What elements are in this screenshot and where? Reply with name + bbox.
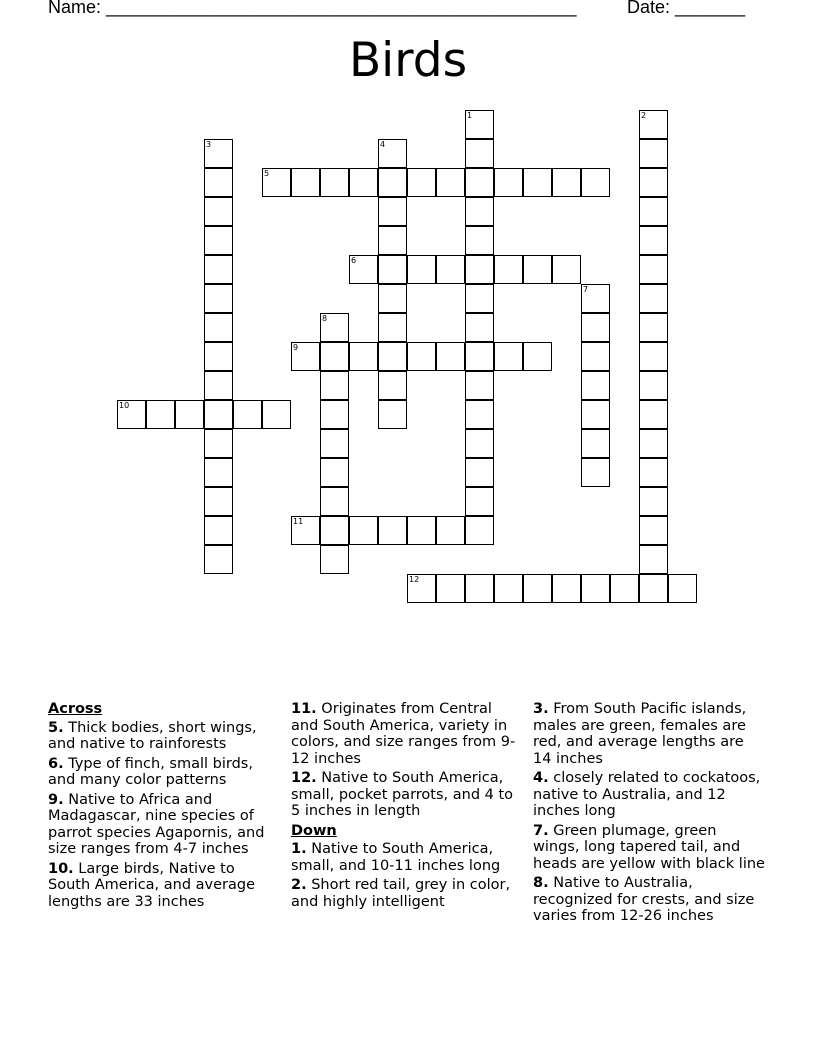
grid-cell[interactable]	[204, 313, 233, 342]
grid-cell[interactable]	[639, 255, 668, 284]
clue-number-label: 6	[351, 256, 357, 265]
clue-text: Originates from Central and South America, variety in colors, and size ranges from 9-12 inches	[291, 701, 516, 767]
clue-number: 8.	[533, 875, 549, 891]
grid-cell[interactable]	[639, 284, 668, 313]
grid-cell[interactable]	[639, 574, 668, 603]
grid-cell[interactable]	[465, 574, 494, 603]
grid-cell[interactable]	[639, 226, 668, 255]
grid-cell[interactable]	[204, 226, 233, 255]
grid-cell[interactable]	[465, 313, 494, 342]
grid-cell[interactable]	[465, 110, 494, 139]
grid-cell[interactable]	[436, 168, 465, 197]
grid-cell[interactable]	[349, 342, 378, 371]
clues-column-1	[48, 701, 280, 913]
clue-number-label: 3	[206, 140, 212, 149]
clue-number: 11.	[291, 701, 317, 717]
grid-cell[interactable]	[204, 197, 233, 226]
grid-cell[interactable]	[204, 371, 233, 400]
clue-number-label: 8	[322, 314, 328, 323]
grid-cell[interactable]	[436, 342, 465, 371]
clue-down-4	[533, 770, 765, 820]
grid-cell[interactable]	[320, 168, 349, 197]
grid-cell[interactable]	[349, 168, 378, 197]
grid-cell[interactable]	[523, 168, 552, 197]
grid-cell[interactable]	[378, 284, 407, 313]
grid-cell[interactable]	[175, 400, 204, 429]
clue-across-5	[48, 720, 280, 753]
grid-cell[interactable]	[465, 139, 494, 168]
clue-down-7	[533, 823, 765, 873]
grid-cell[interactable]	[407, 255, 436, 284]
grid-cell[interactable]	[262, 168, 291, 197]
grid-cell[interactable]	[407, 516, 436, 545]
grid-cell[interactable]	[378, 342, 407, 371]
grid-cell[interactable]	[378, 226, 407, 255]
grid-cell[interactable]	[465, 487, 494, 516]
grid-cell[interactable]	[233, 400, 262, 429]
grid-cell[interactable]	[639, 487, 668, 516]
grid-cell[interactable]	[291, 516, 320, 545]
grid-cell[interactable]	[581, 400, 610, 429]
clue-number: 4.	[533, 770, 549, 786]
date-field[interactable]: Date: _______	[627, 0, 746, 17]
page-title: Birds	[348, 33, 468, 88]
grid-cell[interactable]	[349, 255, 378, 284]
grid-cell[interactable]	[378, 371, 407, 400]
grid-cell[interactable]	[291, 168, 320, 197]
clue-number: 9.	[48, 791, 64, 808]
grid-cell[interactable]	[639, 313, 668, 342]
grid-cell[interactable]	[204, 545, 233, 574]
grid-cell[interactable]	[378, 168, 407, 197]
grid-cell[interactable]	[204, 429, 233, 458]
grid-cell[interactable]	[639, 458, 668, 487]
grid-cell[interactable]	[436, 516, 465, 545]
grid-cell[interactable]	[465, 429, 494, 458]
clue-across-11	[291, 701, 523, 767]
clue-number-label: 12	[409, 575, 420, 584]
clue-text: closely related to cockatoos, native to Australia, and 12 inches long	[533, 770, 761, 819]
grid-cell[interactable]	[117, 400, 146, 429]
grid-cell[interactable]	[407, 342, 436, 371]
name-field[interactable]: Name: _______________________________________________	[48, 0, 577, 17]
grid-cell[interactable]	[581, 429, 610, 458]
grid-cell[interactable]	[581, 371, 610, 400]
grid-cell[interactable]	[494, 168, 523, 197]
grid-cell[interactable]	[639, 545, 668, 574]
clue-across-9	[48, 792, 280, 858]
grid-cell[interactable]	[204, 168, 233, 197]
clue-number: 6.	[48, 755, 64, 772]
grid-cell[interactable]	[465, 458, 494, 487]
grid-cell[interactable]	[407, 574, 436, 603]
grid-cell[interactable]	[581, 458, 610, 487]
clue-text: Thick bodies, short wings, and native to rainforests	[48, 719, 257, 752]
grid-cell[interactable]	[407, 168, 436, 197]
grid-cell[interactable]	[639, 429, 668, 458]
grid-cell[interactable]	[465, 342, 494, 371]
clue-across-10	[48, 861, 280, 911]
grid-cell[interactable]	[639, 516, 668, 545]
grid-cell[interactable]	[204, 139, 233, 168]
grid-cell[interactable]	[581, 574, 610, 603]
grid-cell[interactable]	[204, 255, 233, 284]
clue-number: 12.	[291, 770, 317, 786]
grid-cell[interactable]	[494, 255, 523, 284]
clue-number: 5.	[48, 719, 64, 736]
grid-cell[interactable]	[320, 545, 349, 574]
clue-number-label: 4	[380, 140, 386, 149]
grid-cell[interactable]	[639, 342, 668, 371]
across-header: Across	[48, 701, 103, 717]
grid-cell[interactable]	[204, 458, 233, 487]
grid-cell[interactable]	[436, 255, 465, 284]
grid-cell[interactable]	[552, 168, 581, 197]
grid-cell[interactable]	[639, 168, 668, 197]
grid-cell[interactable]	[639, 110, 668, 139]
grid-cell[interactable]	[262, 400, 291, 429]
grid-cell[interactable]	[581, 313, 610, 342]
grid-cell[interactable]	[523, 255, 552, 284]
grid-cell[interactable]	[465, 255, 494, 284]
grid-cell[interactable]	[494, 574, 523, 603]
clue-text: Native to South America, small, pocket parrots, and 4 to 5 inches in length	[291, 770, 514, 819]
grid-cell[interactable]	[320, 400, 349, 429]
grid-cell[interactable]	[465, 371, 494, 400]
grid-cell[interactable]	[581, 284, 610, 313]
clue-number-label: 9	[293, 343, 299, 352]
grid-cell[interactable]	[349, 516, 378, 545]
grid-cell[interactable]	[378, 313, 407, 342]
clue-down-8	[533, 875, 765, 925]
grid-cell[interactable]	[465, 197, 494, 226]
grid-cell[interactable]	[523, 574, 552, 603]
clue-text: Type of finch, small birds, and many color patterns	[48, 755, 253, 788]
grid-cell[interactable]	[523, 342, 552, 371]
clue-number: 2.	[291, 877, 307, 893]
grid-cell[interactable]	[204, 516, 233, 545]
clue-text: Native to South America, small, and 10-11 inches long	[291, 841, 501, 874]
grid-cell[interactable]	[378, 400, 407, 429]
grid-cell[interactable]	[465, 400, 494, 429]
grid-cell[interactable]	[320, 487, 349, 516]
grid-cell[interactable]	[581, 342, 610, 371]
grid-cell[interactable]	[378, 197, 407, 226]
clue-number-label: 2	[641, 111, 647, 120]
grid-cell[interactable]	[465, 516, 494, 545]
clue-number-label: 5	[264, 169, 270, 178]
grid-cell[interactable]	[668, 574, 697, 603]
grid-cell[interactable]	[465, 226, 494, 255]
grid-cell[interactable]	[320, 342, 349, 371]
down-header: Down	[291, 822, 337, 839]
grid-cell[interactable]	[378, 139, 407, 168]
grid-cell[interactable]	[639, 139, 668, 168]
grid-cell[interactable]	[378, 255, 407, 284]
grid-cell[interactable]	[320, 313, 349, 342]
clue-text: Native to Africa and Madagascar, nine species of parrot species Agapornis, and size ranges from 4-7 inches	[48, 791, 265, 857]
grid-cell[interactable]	[465, 168, 494, 197]
grid-cell[interactable]	[378, 516, 407, 545]
grid-cell[interactable]	[494, 342, 523, 371]
clue-number-label: 1	[467, 111, 473, 120]
grid-cell[interactable]	[320, 458, 349, 487]
grid-cell[interactable]	[320, 371, 349, 400]
clue-text: Short red tail, grey in color, and highly intelligent	[291, 877, 511, 910]
clue-number-label: 10	[119, 401, 130, 410]
clue-number: 10.	[48, 860, 74, 877]
grid-cell[interactable]	[639, 371, 668, 400]
clue-number-label: 7	[583, 285, 589, 294]
clue-down-1	[291, 841, 523, 874]
clue-number: 7.	[533, 822, 549, 839]
grid-cell[interactable]	[146, 400, 175, 429]
grid-cell[interactable]	[204, 487, 233, 516]
grid-cell[interactable]	[436, 574, 465, 603]
clue-across-12	[291, 770, 523, 820]
clue-number-label: 11	[293, 517, 304, 526]
clue-across-6	[48, 756, 280, 789]
grid-cell[interactable]	[552, 574, 581, 603]
grid-cell[interactable]	[204, 342, 233, 371]
grid-cell[interactable]	[204, 400, 233, 429]
clue-text: From South Pacific islands, males are green, females are red, and average lengths are 14 inches	[533, 701, 747, 767]
grid-cell[interactable]	[639, 400, 668, 429]
clues-column-3	[533, 701, 765, 928]
grid-cell[interactable]	[291, 342, 320, 371]
clue-text: Green plumage, green wings, long tapered tail, and heads are yellow with black line	[533, 822, 765, 872]
grid-cell[interactable]	[581, 168, 610, 197]
clue-number: 3.	[533, 701, 549, 717]
clues-column-2	[291, 701, 523, 913]
grid-cell[interactable]	[610, 574, 639, 603]
grid-cell[interactable]	[639, 197, 668, 226]
grid-cell[interactable]	[552, 255, 581, 284]
clue-text: Native to Australia, recognized for crests, and size varies from 12-26 inches	[533, 875, 755, 924]
grid-cell[interactable]	[320, 429, 349, 458]
clue-text: Large birds, Native to South America, and average lengths are 33 inches	[48, 860, 256, 910]
grid-cell[interactable]	[204, 284, 233, 313]
grid-cell[interactable]	[320, 516, 349, 545]
clue-number: 1.	[291, 841, 307, 857]
clue-down-3	[533, 701, 765, 767]
grid-cell[interactable]	[465, 284, 494, 313]
clue-down-2	[291, 877, 523, 910]
